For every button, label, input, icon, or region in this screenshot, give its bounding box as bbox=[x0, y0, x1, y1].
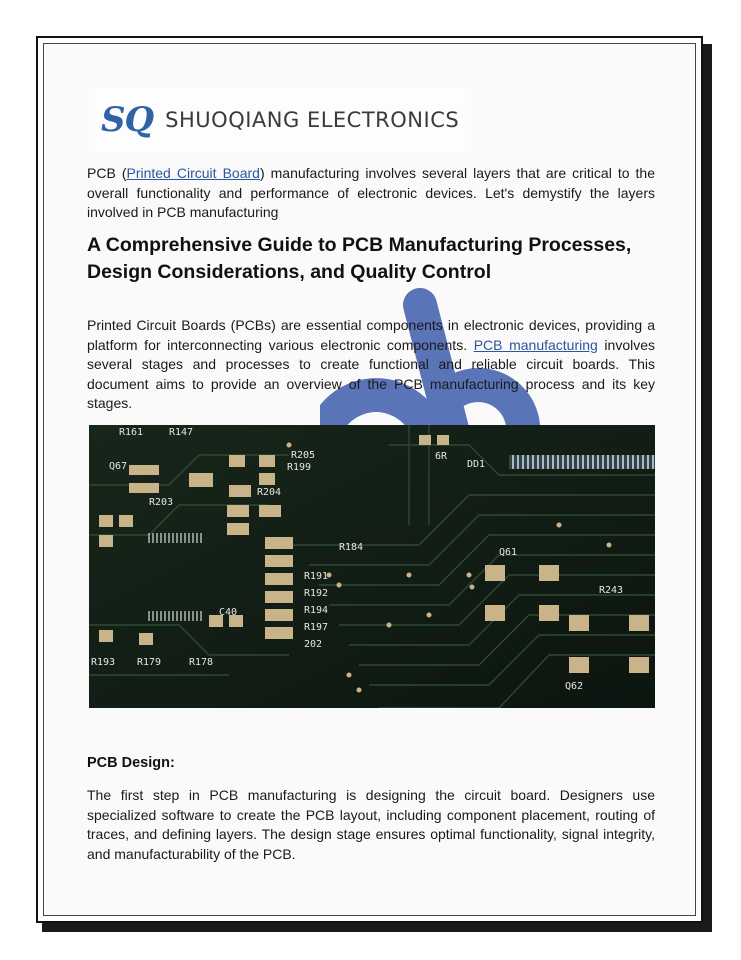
pcb-label-r147: R147 bbox=[169, 427, 194, 438]
pcb-label-dd1: DD1 bbox=[467, 459, 486, 470]
section-heading-pcb-design: PCB Design: bbox=[87, 755, 175, 771]
pcb-label-q67: Q67 bbox=[109, 461, 128, 472]
logo-mark: SQ bbox=[101, 100, 154, 140]
pcb-label-r184: R184 bbox=[339, 542, 364, 553]
pcb-label-r199: R199 bbox=[287, 462, 312, 473]
pcb-manufacturing-link[interactable]: PCB manufacturing bbox=[473, 336, 598, 353]
pcb-label-r197: R197 bbox=[304, 622, 329, 633]
intro-text-start: PCB ( bbox=[87, 165, 127, 181]
printed-circuit-board-link[interactable]: Printed Circuit Board bbox=[126, 165, 260, 181]
pcb-label-q62: Q62 bbox=[565, 681, 584, 692]
pcb-label-r193: R193 bbox=[91, 657, 116, 668]
pcb-photo bbox=[89, 425, 655, 708]
pcb-label-r191: R191 bbox=[304, 571, 329, 582]
overview-text-end: involves several stages and processes to create functional and reliable circuit boards. This document aims to provide an overview of the PCB manufacturing process and its key stages. bbox=[87, 336, 655, 411]
pcb-label-6r: 6R bbox=[435, 451, 448, 462]
page-title: A Comprehensive Guide to PCB Manufacturing Processes, Design Considerations, and Quality Control bbox=[87, 234, 632, 283]
pcb-label-r179: R179 bbox=[137, 657, 162, 668]
pcb-label-q61: Q61 bbox=[499, 547, 518, 558]
pcb-design-paragraph: The first step in PCB manufacturing is designing the circuit board. Designers use specialized software to create the PCB layout, including component placement, routing of traces, and defining layers. The design stage ensures optimal functionality, signal integrity, and manufacturability of the PCB. bbox=[87, 787, 655, 862]
overview-paragraph bbox=[87, 316, 655, 414]
pcb-label-202: 202 bbox=[304, 639, 323, 650]
pcb-label-r243: R243 bbox=[599, 585, 624, 596]
logo-text: SHUOQIANG ELECTRONICS bbox=[165, 108, 460, 132]
pcb-label-r161: R161 bbox=[119, 427, 144, 438]
intro-text-end: ) manufacturing involves several layers that are critical to the overall functionality and performance of electronic devices. Let's demystify the layers involved in PCB manufacturing bbox=[87, 165, 656, 220]
pcb-label-r192: R192 bbox=[304, 588, 329, 599]
intro-paragraph bbox=[87, 164, 655, 223]
pcb-label-r194: R194 bbox=[304, 605, 329, 616]
overview-text-start: Printed Circuit Boards (PCBs) are essential components in electronic devices, providing a platform for interconnecting various electronic components. bbox=[87, 317, 655, 353]
company-logo bbox=[89, 88, 471, 152]
pcb-label-r178: R178 bbox=[189, 657, 214, 668]
pcb-label-r204: R204 bbox=[257, 487, 282, 498]
pcb-illustration bbox=[89, 425, 655, 708]
pcb-label-r205: R205 bbox=[291, 450, 316, 461]
pcb-label-c40: C40 bbox=[219, 607, 238, 618]
pcb-label-r203: R203 bbox=[149, 497, 174, 508]
